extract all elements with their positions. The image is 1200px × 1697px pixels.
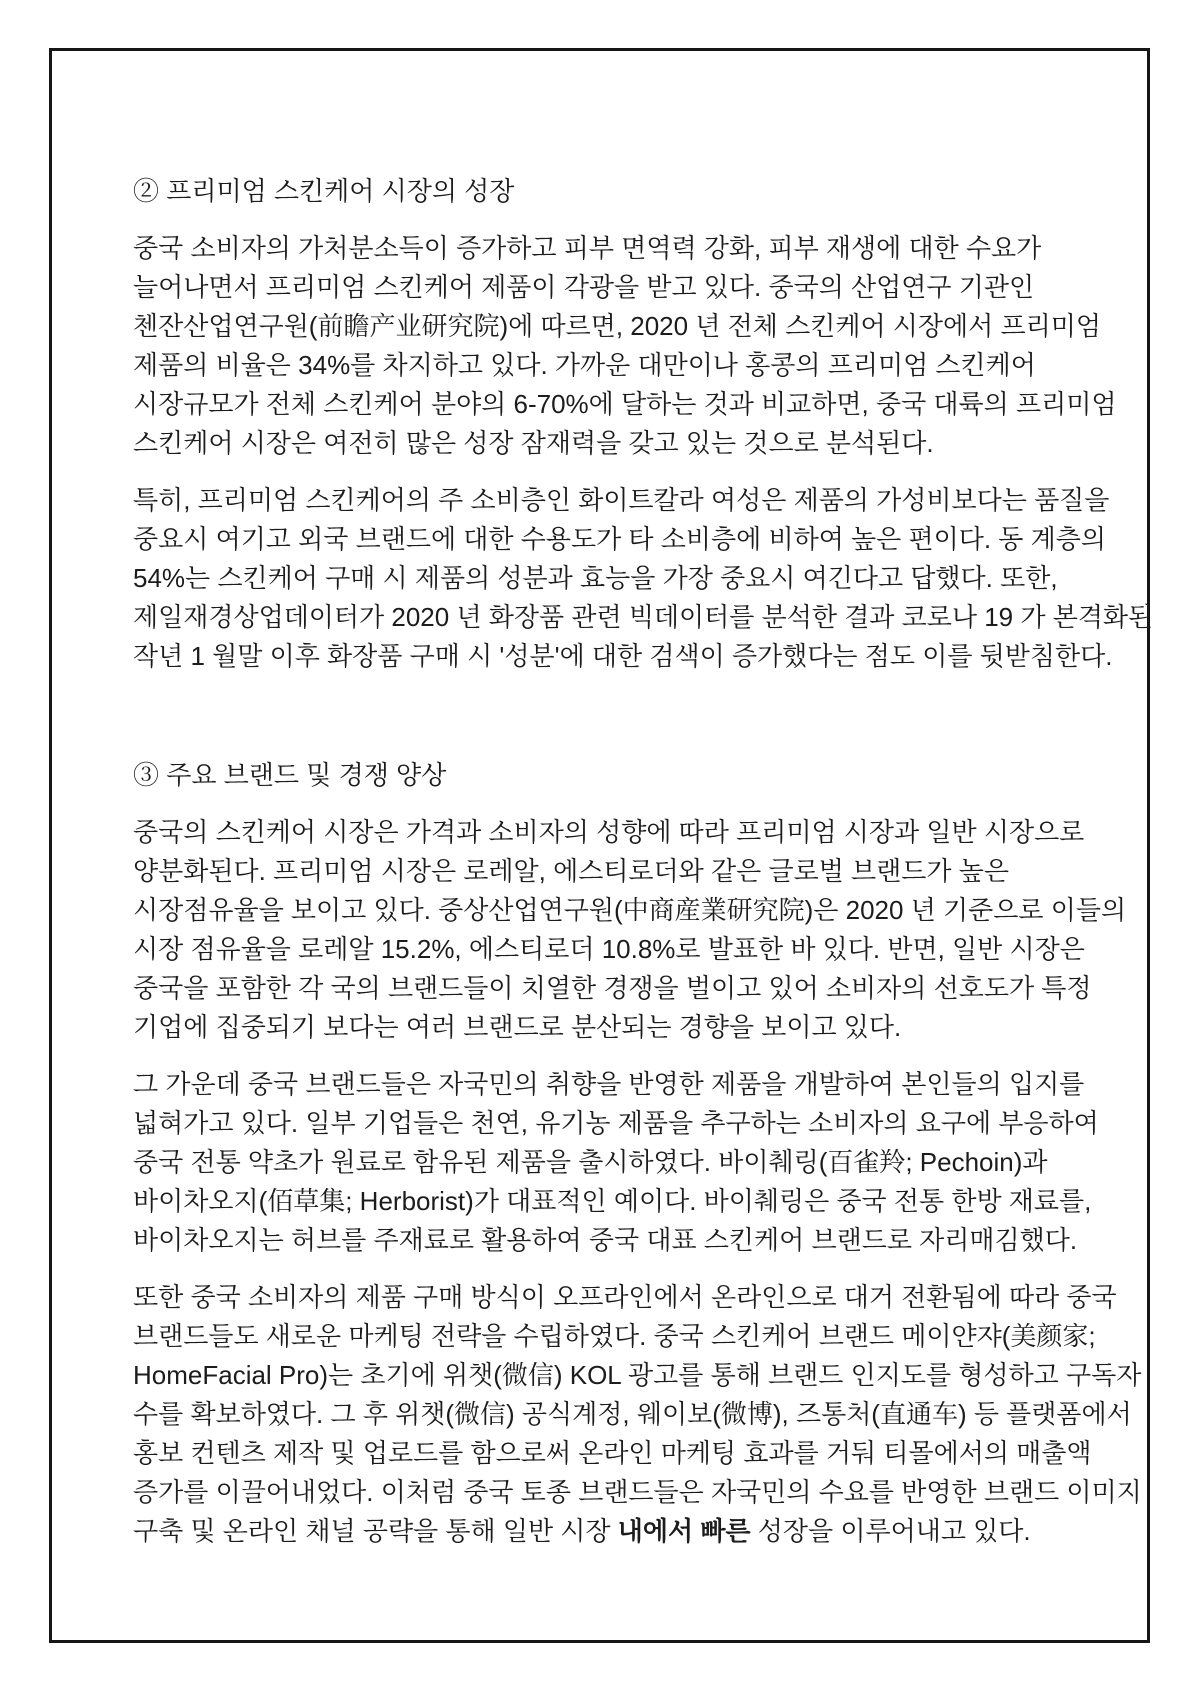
text-line (133, 891, 1127, 930)
text-line (133, 229, 1117, 268)
text-line (133, 637, 1117, 676)
text-segment: 양분화된다. 프리미엄 시장은 로레알, 에스티로더와 같은 글로벌 브랜드가 높은 (133, 856, 1009, 886)
text-segment: 증가를 이끌어내었다. 이처럼 중국 토종 브랜드들은 자국민의 수요를 반영한 브랜드 이미지 (133, 1477, 1142, 1507)
text-segment: 기업에 집중되기 보다는 여러 브랜드로 분산되는 경향을 보이고 있다. (133, 1012, 902, 1042)
text-segment: 성장을 이루어내고 있다. (750, 1516, 1031, 1546)
text-segment: 넓혀가고 있다. 일부 기업들은 천연, 유기농 제품을 추구하는 소비자의 요구에 부응하여 (133, 1108, 1099, 1138)
text-segment: 그 가운데 중국 브랜드들은 자국민의 취향을 반영한 제품을 개발하여 본인들의 입지를 (133, 1069, 1085, 1099)
emphasized-text: 내에서 빠른 (617, 1516, 751, 1546)
text-line (133, 1512, 1117, 1551)
text-line (133, 930, 1117, 969)
text-segment: 중국 소비자의 가처분소득이 증가하고 피부 면역력 강화, 피부 재생에 대한 수요가 (133, 233, 1042, 263)
text-line (133, 1317, 1117, 1356)
paragraph (133, 813, 1127, 1047)
text-segment: 바이차오지(佰草集; Herborist)가 대표적인 예이다. 바이췌링은 중국 전통 한방 재료를, (133, 1186, 1092, 1216)
text-segment: 바이차오지는 허브를 주재료로 활용하여 중국 대표 스킨케어 브랜드로 자리매김했다. (133, 1225, 1078, 1255)
document-section (133, 172, 1154, 676)
text-segment: 스킨케어 시장은 여전히 많은 성장 잠재력을 갖고 있는 것으로 분석된다. (133, 428, 934, 458)
text-segment: 특히, 프리미엄 스킨케어의 주 소비층인 화이트칼라 여성은 제품의 가성비보다는 품질을 (133, 485, 1110, 515)
text-line (133, 424, 1117, 463)
section-heading: ③ 주요 브랜드 및 경쟁 양상 (133, 760, 447, 790)
text-line (133, 1434, 1117, 1473)
text-segment: 제일재경상업데이터가 2020 년 화장품 관련 빅데이터를 분석한 결과 코로나 19 가 본격화된 (133, 602, 1154, 632)
text-line (133, 481, 1117, 520)
text-segment: 늘어나면서 프리미엄 스킨케어 제품이 각광을 받고 있다. 중국의 산업연구 기관인 (133, 272, 1035, 302)
text-segment: 제품의 비율은 34%를 차지하고 있다. 가까운 대만이나 홍콩의 프리미엄 스킨케어 (133, 350, 1036, 380)
text-segment: 또한 중국 소비자의 제품 구매 방식이 오프라인에서 온라인으로 대거 전환됨에 따라 중국 (133, 1282, 1117, 1312)
text-line (133, 268, 1117, 307)
text-segment: 구축 및 온라인 채널 공략을 통해 일반 시장 (133, 1516, 618, 1546)
section-heading: ② 프리미엄 스킨케어 시장의 성장 (133, 176, 515, 206)
text-segment: 중요시 여기고 외국 브랜드에 대한 수용도가 타 소비층에 비하여 높은 편이다. 동 계층의 (133, 524, 1106, 554)
text-segment: 첸잔산업연구원(前瞻产业研究院)에 따르면, 2020 년 전체 스킨케어 시장에서 프리미엄 (133, 311, 1101, 341)
text-segment: 홍보 컨텐츠 제작 및 업로드를 함으로써 온라인 마케팅 효과를 거둬 티몰에서의 매출액 (133, 1438, 1092, 1468)
document-body (133, 172, 1154, 1551)
text-line (133, 852, 1117, 891)
text-line (133, 1104, 1117, 1143)
text-line (133, 1182, 1117, 1221)
text-line (133, 520, 1117, 559)
text-line (133, 1395, 1132, 1434)
text-segment: 시장점유율을 보이고 있다. 중상산업연구원(中商産業研究院)은 2020 년 기준으로 이들의 (133, 895, 1127, 925)
text-segment: 시장규모가 전체 스킨케어 분야의 6-70%에 달하는 것과 비교하면, 중국 대륙의 프리미엄 (133, 389, 1117, 419)
text-line (133, 1065, 1117, 1104)
text-line (133, 1278, 1117, 1317)
text-segment: 수를 확보하였다. 그 후 위챗(微信) 공식계정, 웨이보(微博), 즈통처(直通车) 등 플랫폼에서 (133, 1399, 1132, 1429)
text-segment: 브랜드들도 새로운 마케팅 전략을 수립하였다. 중국 스킨케어 브랜드 메이얀쟈(美颜家; (133, 1321, 1096, 1351)
document-section (133, 756, 1142, 1551)
text-segment: 시장 점유율을 로레알 15.2%, 에스티로더 10.8%로 발표한 바 있다. 반면, 일반 시장은 (133, 934, 1085, 964)
text-segment: 중국을 포함한 각 국의 브랜드들이 치열한 경쟁을 벌이고 있어 소비자의 선호도가 특정 (133, 973, 1092, 1003)
paragraph (133, 481, 1154, 676)
text-segment: 중국 전통 약초가 원료로 함유된 제품을 출시하였다. 바이췌링(百雀羚; Pechoin)과 (133, 1147, 1048, 1177)
text-line (133, 385, 1117, 424)
text-line (133, 969, 1117, 1008)
text-line (133, 598, 1154, 637)
text-line (133, 1143, 1117, 1182)
paragraph (133, 1065, 1117, 1260)
text-line (133, 813, 1117, 852)
text-line (133, 346, 1117, 385)
paragraph (133, 1278, 1142, 1551)
text-line (133, 559, 1117, 598)
text-line (133, 307, 1117, 346)
document-page (49, 48, 1154, 1643)
text-line (133, 1356, 1142, 1395)
text-line (133, 1221, 1117, 1260)
text-segment: 중국의 스킨케어 시장은 가격과 소비자의 성향에 따라 프리미엄 시장과 일반 시장으로 (133, 817, 1085, 847)
text-line (133, 1008, 1117, 1047)
text-line (133, 1473, 1142, 1512)
text-segment: 작년 1 월말 이후 화장품 구매 시 '성분'에 대한 검색이 증가했다는 점도 이를 뒷받침한다. (133, 641, 1113, 671)
paragraph (133, 229, 1117, 463)
text-segment: 54%는 스킨케어 구매 시 제품의 성분과 효능을 가장 중요시 여긴다고 답했다. 또한, (133, 563, 1058, 593)
text-segment: HomeFacial Pro)는 초기에 위챗(微信) KOL 광고를 통해 브랜드 인지도를 형성하고 구독자 (133, 1360, 1142, 1390)
